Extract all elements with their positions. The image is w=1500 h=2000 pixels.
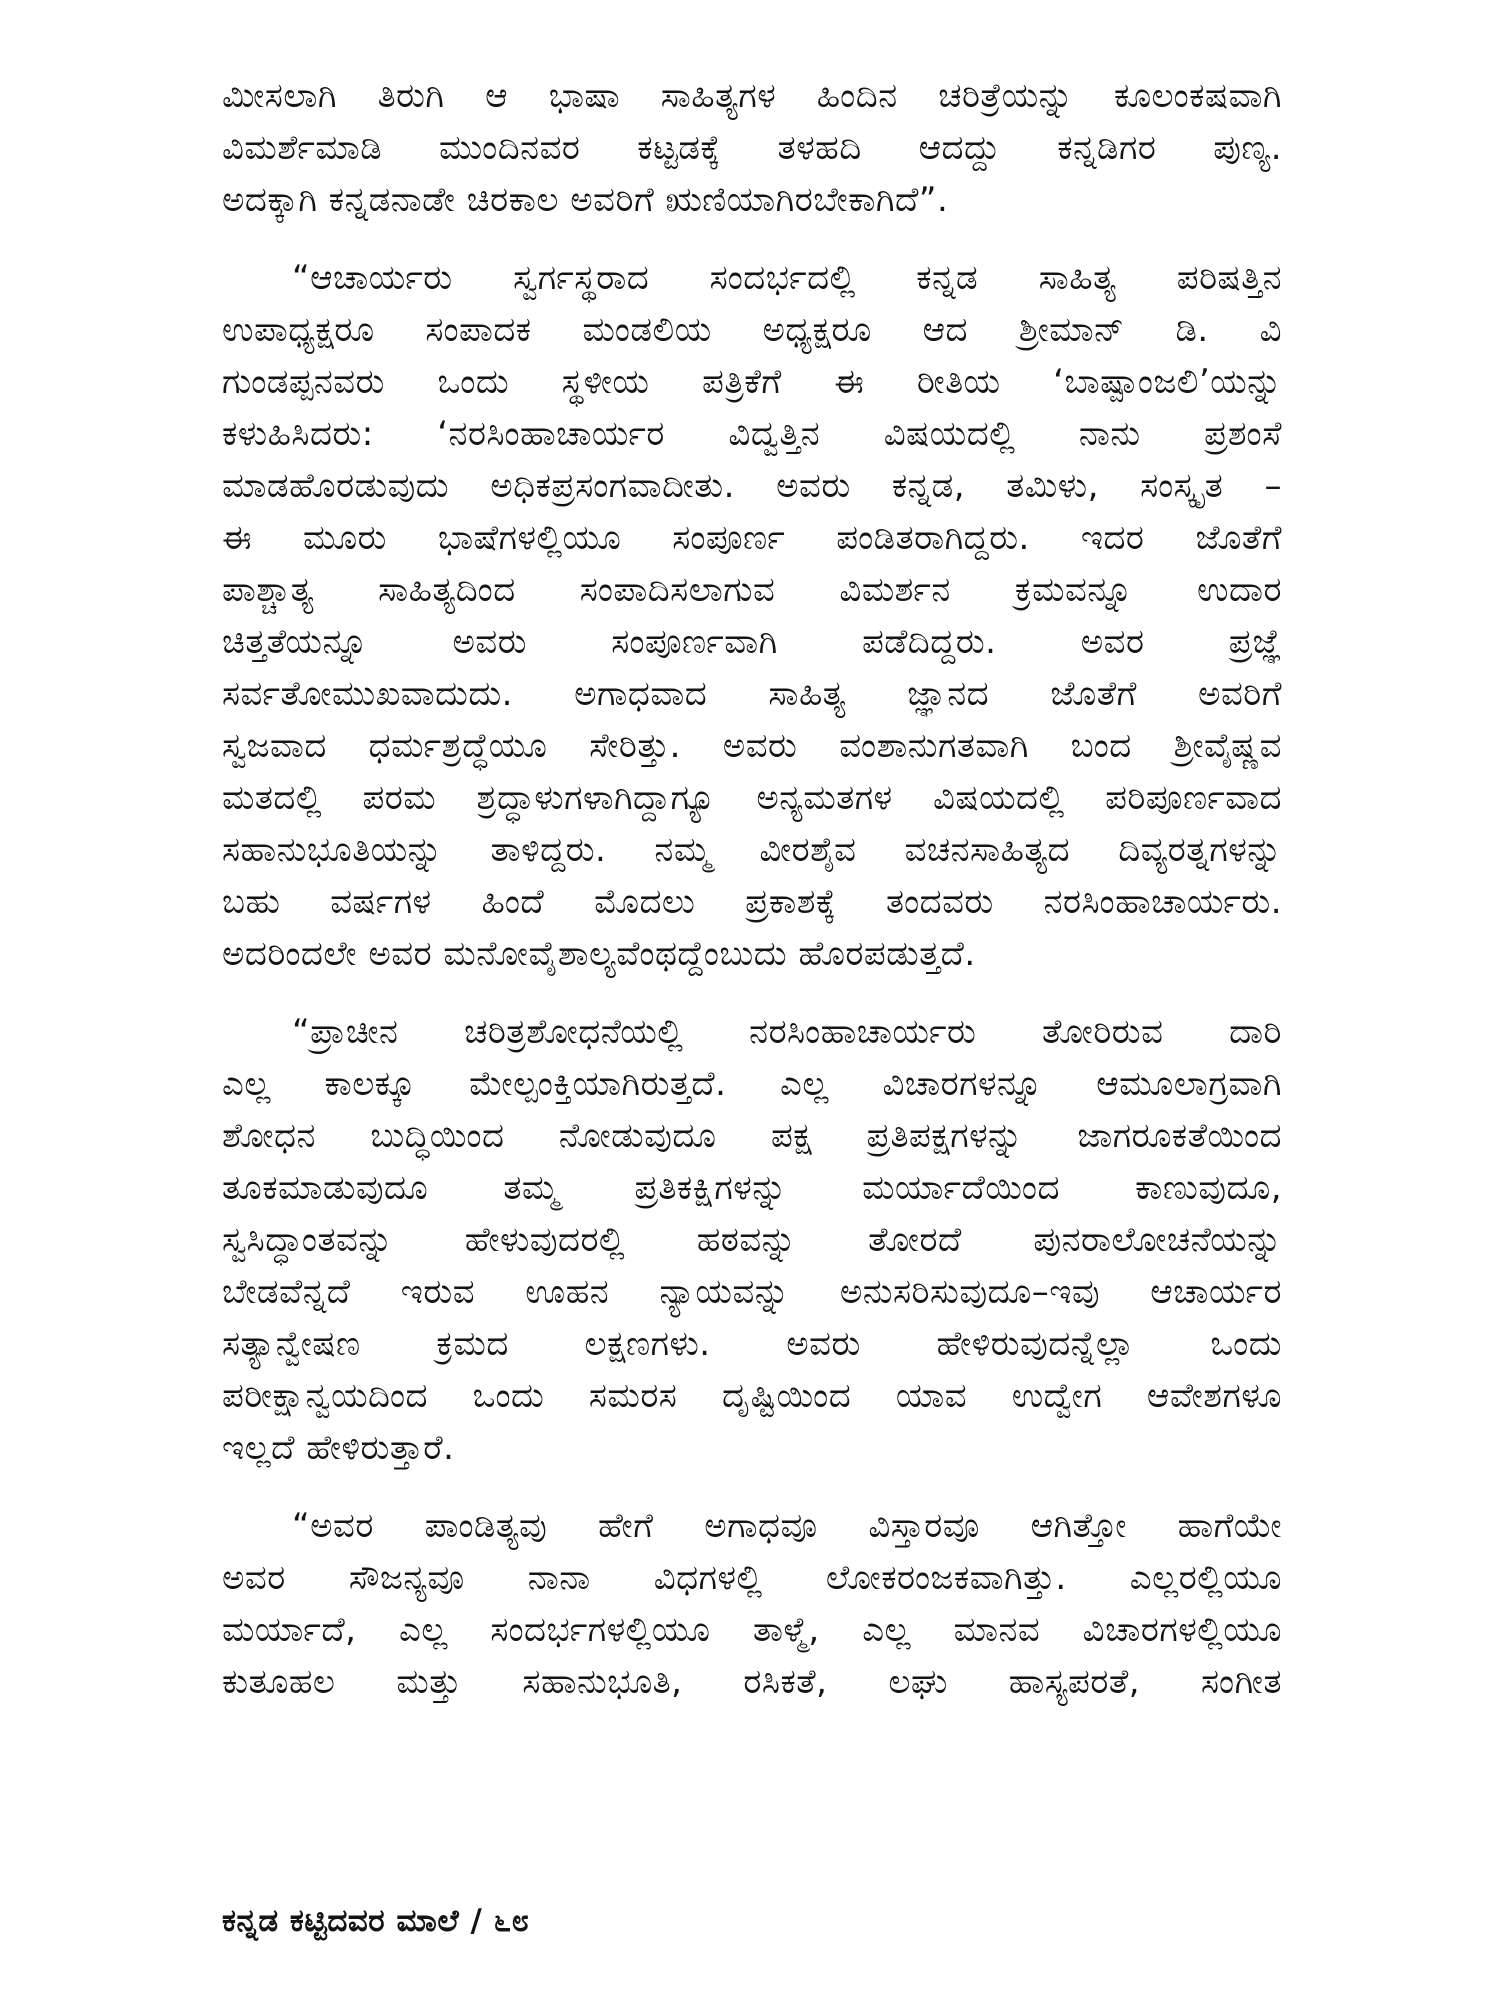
text-line: ಈ ಮೂರು ಭಾಷೆಗಳಲ್ಲಿಯೂ ಸಂಪೂರ್ಣ ಪಂಡಿತರಾಗಿದ್ದರು. ಇದರ ಜೊತೆಗೆ — [222, 518, 1282, 558]
text-line: ವಿಮರ್ಶೆಮಾಡಿ ಮುಂದಿನವರ ಕಟ್ಟಡಕ್ಕೆ ತಳಹದಿ ಆದದ್ದು ಕನ್ನಡಿಗರ ಪುಣ್ಯ. — [222, 128, 1282, 168]
text-line: ಸತ್ಯಾನ್ವೇಷಣ ಕ್ರಮದ ಲಕ್ಷಣಗಳು. ಅವರು ಹೇಳಿರುವುದನ್ನೆಲ್ಲಾ ಒಂದು — [222, 1324, 1282, 1364]
text-line: ಮರ್ಯಾದೆ, ಎಲ್ಲ ಸಂದರ್ಭಗಳಲ್ಲಿಯೂ ತಾಳ್ಮೆ, ಎಲ್ಲ ಮಾನವ ವಿಚಾರಗಳಲ್ಲಿಯೂ — [222, 1610, 1282, 1650]
text-line: ಉಪಾಧ್ಯಕ್ಷರೂ ಸಂಪಾದಕ ಮಂಡಲಿಯ ಅಧ್ಯಕ್ಷರೂ ಆದ ಶ್ರೀಮಾನ್ ಡಿ. ವಿ — [222, 310, 1282, 350]
text-line: ಅವರ ಸೌಜನ್ಯವೂ ನಾನಾ ವಿಧಗಳಲ್ಲಿ ಲೋಕರಂಜಕವಾಗಿತ್ತು. ಎಲ್ಲರಲ್ಲಿಯೂ — [222, 1558, 1282, 1598]
text-line: “ಪ್ರಾಚೀನ ಚರಿತ್ರಶೋಧನೆಯಲ್ಲಿ ನರಸಿಂಹಾಚಾರ್ಯರು ತೋರಿರುವ ದಾರಿ — [292, 1012, 1282, 1052]
text-line: ಬೇಡವೆನ್ನದೆ ಇರುವ ಊಹನ ನ್ಯಾಯವನ್ನು ಅನುಸರಿಸುವುದೂ–ಇವು ಆಚಾರ್ಯರ — [222, 1272, 1282, 1312]
paragraph-2 — [222, 252, 1282, 980]
text-line: ಮಾಡಹೊರಡುವುದು ಅಧಿಕಪ್ರಸಂಗವಾದೀತು. ಅವರು ಕನ್ನಡ, ತಮಿಳು, ಸಂಸ್ಕೃತ – — [222, 466, 1282, 506]
document-page — [222, 70, 1282, 1734]
text-line: ಪರೀಕ್ಷಾನ್ವಯದಿಂದ ಒಂದು ಸಮರಸ ದೃಷ್ಟಿಯಿಂದ ಯಾವ ಉದ್ವೇಗ ಆವೇಶಗಳೂ — [222, 1376, 1282, 1416]
page-footer: ಕನ್ನಡ ಕಟ್ಟಿದವರ ಮಾಲೆ / ೬೮ — [222, 1903, 530, 1939]
text-line: ಅದರಿಂದಲೇ ಅವರ ಮನೋವೈಶಾಲ್ಯವೆಂಥದ್ದೆಂಬುದು ಹೊರಪಡುತ್ತದೆ. — [222, 934, 976, 974]
paragraph-3 — [222, 1006, 1282, 1474]
text-line: ಇಲ್ಲದೆ ಹೇಳಿರುತ್ತಾರೆ. — [222, 1428, 455, 1468]
text-line: ಸಹಾನುಭೂತಿಯನ್ನು ತಾಳಿದ್ದರು. ನಮ್ಮ ವೀರಶೈವ ವಚನಸಾಹಿತ್ಯದ ದಿವ್ಯರತ್ನಗಳನ್ನು — [222, 830, 1282, 870]
text-line: ಎಲ್ಲ ಕಾಲಕ್ಕೂ ಮೇಲ್ಪಂಕ್ತಿಯಾಗಿರುತ್ತದೆ. ಎಲ್ಲ ವಿಚಾರಗಳನ್ನೂ ಆಮೂಲಾಗ್ರವಾಗಿ — [222, 1064, 1282, 1104]
text-line: ಅದಕ್ಕಾಗಿ ಕನ್ನಡನಾಡೇ ಚಿರಕಾಲ ಅವರಿಗೆ ಋಣಿಯಾಗಿರಬೇಕಾಗಿದೆ”. — [222, 180, 949, 220]
text-line: ಶೋಧನ ಬುದ್ಧಿಯಿಂದ ನೋಡುವುದೂ ಪಕ್ಷ ಪ್ರತಿಪಕ್ಷಗಳನ್ನು ಜಾಗರೂಕತೆಯಿಂದ — [222, 1116, 1282, 1156]
text-line: ಸ್ವಜವಾದ ಧರ್ಮಶ್ರದ್ಧೆಯೂ ಸೇರಿತ್ತು. ಅವರು ವಂಶಾನುಗತವಾಗಿ ಬಂದ ಶ್ರೀವೈಷ್ಣವ — [222, 726, 1282, 766]
paragraph-4 — [222, 1500, 1282, 1708]
text-line: ತೂಕಮಾಡುವುದೂ ತಮ್ಮ ಪ್ರತಿಕಕ್ಷಿಗಳನ್ನು ಮರ್ಯಾದೆಯಿಂದ ಕಾಣುವುದೂ, — [222, 1168, 1282, 1208]
text-line: ಮತದಲ್ಲಿ ಪರಮ ಶ್ರದ್ಧಾಳುಗಳಾಗಿದ್ದಾಗ್ಯೂ ಅನ್ಯಮತಗಳ ವಿಷಯದಲ್ಲಿ ಪರಿಪೂರ್ಣವಾದ — [222, 778, 1282, 818]
text-line: ಬಹು ವರ್ಷಗಳ ಹಿಂದೆ ಮೊದಲು ಪ್ರಕಾಶಕ್ಕೆ ತಂದವರು ನರಸಿಂಹಾಚಾರ್ಯರು. — [222, 882, 1282, 922]
text-line: “ಆಚಾರ್ಯರು ಸ್ವರ್ಗಸ್ಥರಾದ ಸಂದರ್ಭದಲ್ಲಿ ಕನ್ನಡ ಸಾಹಿತ್ಯ ಪರಿಷತ್ತಿನ — [292, 258, 1282, 298]
text-line: ಸ್ವಸಿದ್ಧಾಂತವನ್ನು ಹೇಳುವುದರಲ್ಲಿ ಹಠವನ್ನು ತೋರದೆ ಪುನರಾಲೋಚನೆಯನ್ನು — [222, 1220, 1282, 1260]
text-line: ಕಳುಹಿಸಿದರು: ‘ನರಸಿಂಹಾಚಾರ್ಯರ ವಿದ್ವತ್ತಿನ ವಿಷಯದಲ್ಲಿ ನಾನು ಪ್ರಶಂಸೆ — [222, 414, 1282, 454]
text-line: ಪಾಶ್ಚಾತ್ಯ ಸಾಹಿತ್ಯದಿಂದ ಸಂಪಾದಿಸಲಾಗುವ ವಿಮರ್ಶನ ಕ್ರಮವನ್ನೂ ಉದಾರ — [222, 570, 1282, 610]
text-line: ಸರ್ವತೋಮುಖವಾದುದು. ಅಗಾಧವಾದ ಸಾಹಿತ್ಯ ಜ್ಞಾನದ ಜೊತೆಗೆ ಅವರಿಗೆ — [222, 674, 1282, 714]
text-line: ಚಿತ್ತತೆಯನ್ನೂ ಅವರು ಸಂಪೂರ್ಣವಾಗಿ ಪಡೆದಿದ್ದರು. ಅವರ ಪ್ರಜ್ಞೆ — [222, 622, 1282, 662]
text-line: ಗುಂಡಪ್ಪನವರು ಒಂದು ಸ್ಥಳೀಯ ಪತ್ರಿಕೆಗೆ ಈ ರೀತಿಯ ‘ಬಾಷ್ಪಾಂಜಲಿ’ಯನ್ನು — [222, 362, 1282, 402]
text-line: ಕುತೂಹಲ ಮತ್ತು ಸಹಾನುಭೂತಿ, ರಸಿಕತೆ, ಲಘು ಹಾಸ್ಯಪರತೆ, ಸಂಗೀತ — [222, 1662, 1282, 1702]
text-line: “ಅವರ ಪಾಂಡಿತ್ಯವು ಹೇಗೆ ಅಗಾಧವೂ ವಿಸ್ತಾರವೂ ಆಗಿತ್ತೋ ಹಾಗೆಯೇ — [292, 1506, 1282, 1546]
paragraph-1 — [222, 70, 1282, 226]
text-line: ಮೀಸಲಾಗಿ ತಿರುಗಿ ಆ ಭಾಷಾ ಸಾಹಿತ್ಯಗಳ ಹಿಂದಿನ ಚರಿತ್ರೆಯನ್ನು ಕೂಲಂಕಷವಾಗಿ — [222, 76, 1282, 116]
